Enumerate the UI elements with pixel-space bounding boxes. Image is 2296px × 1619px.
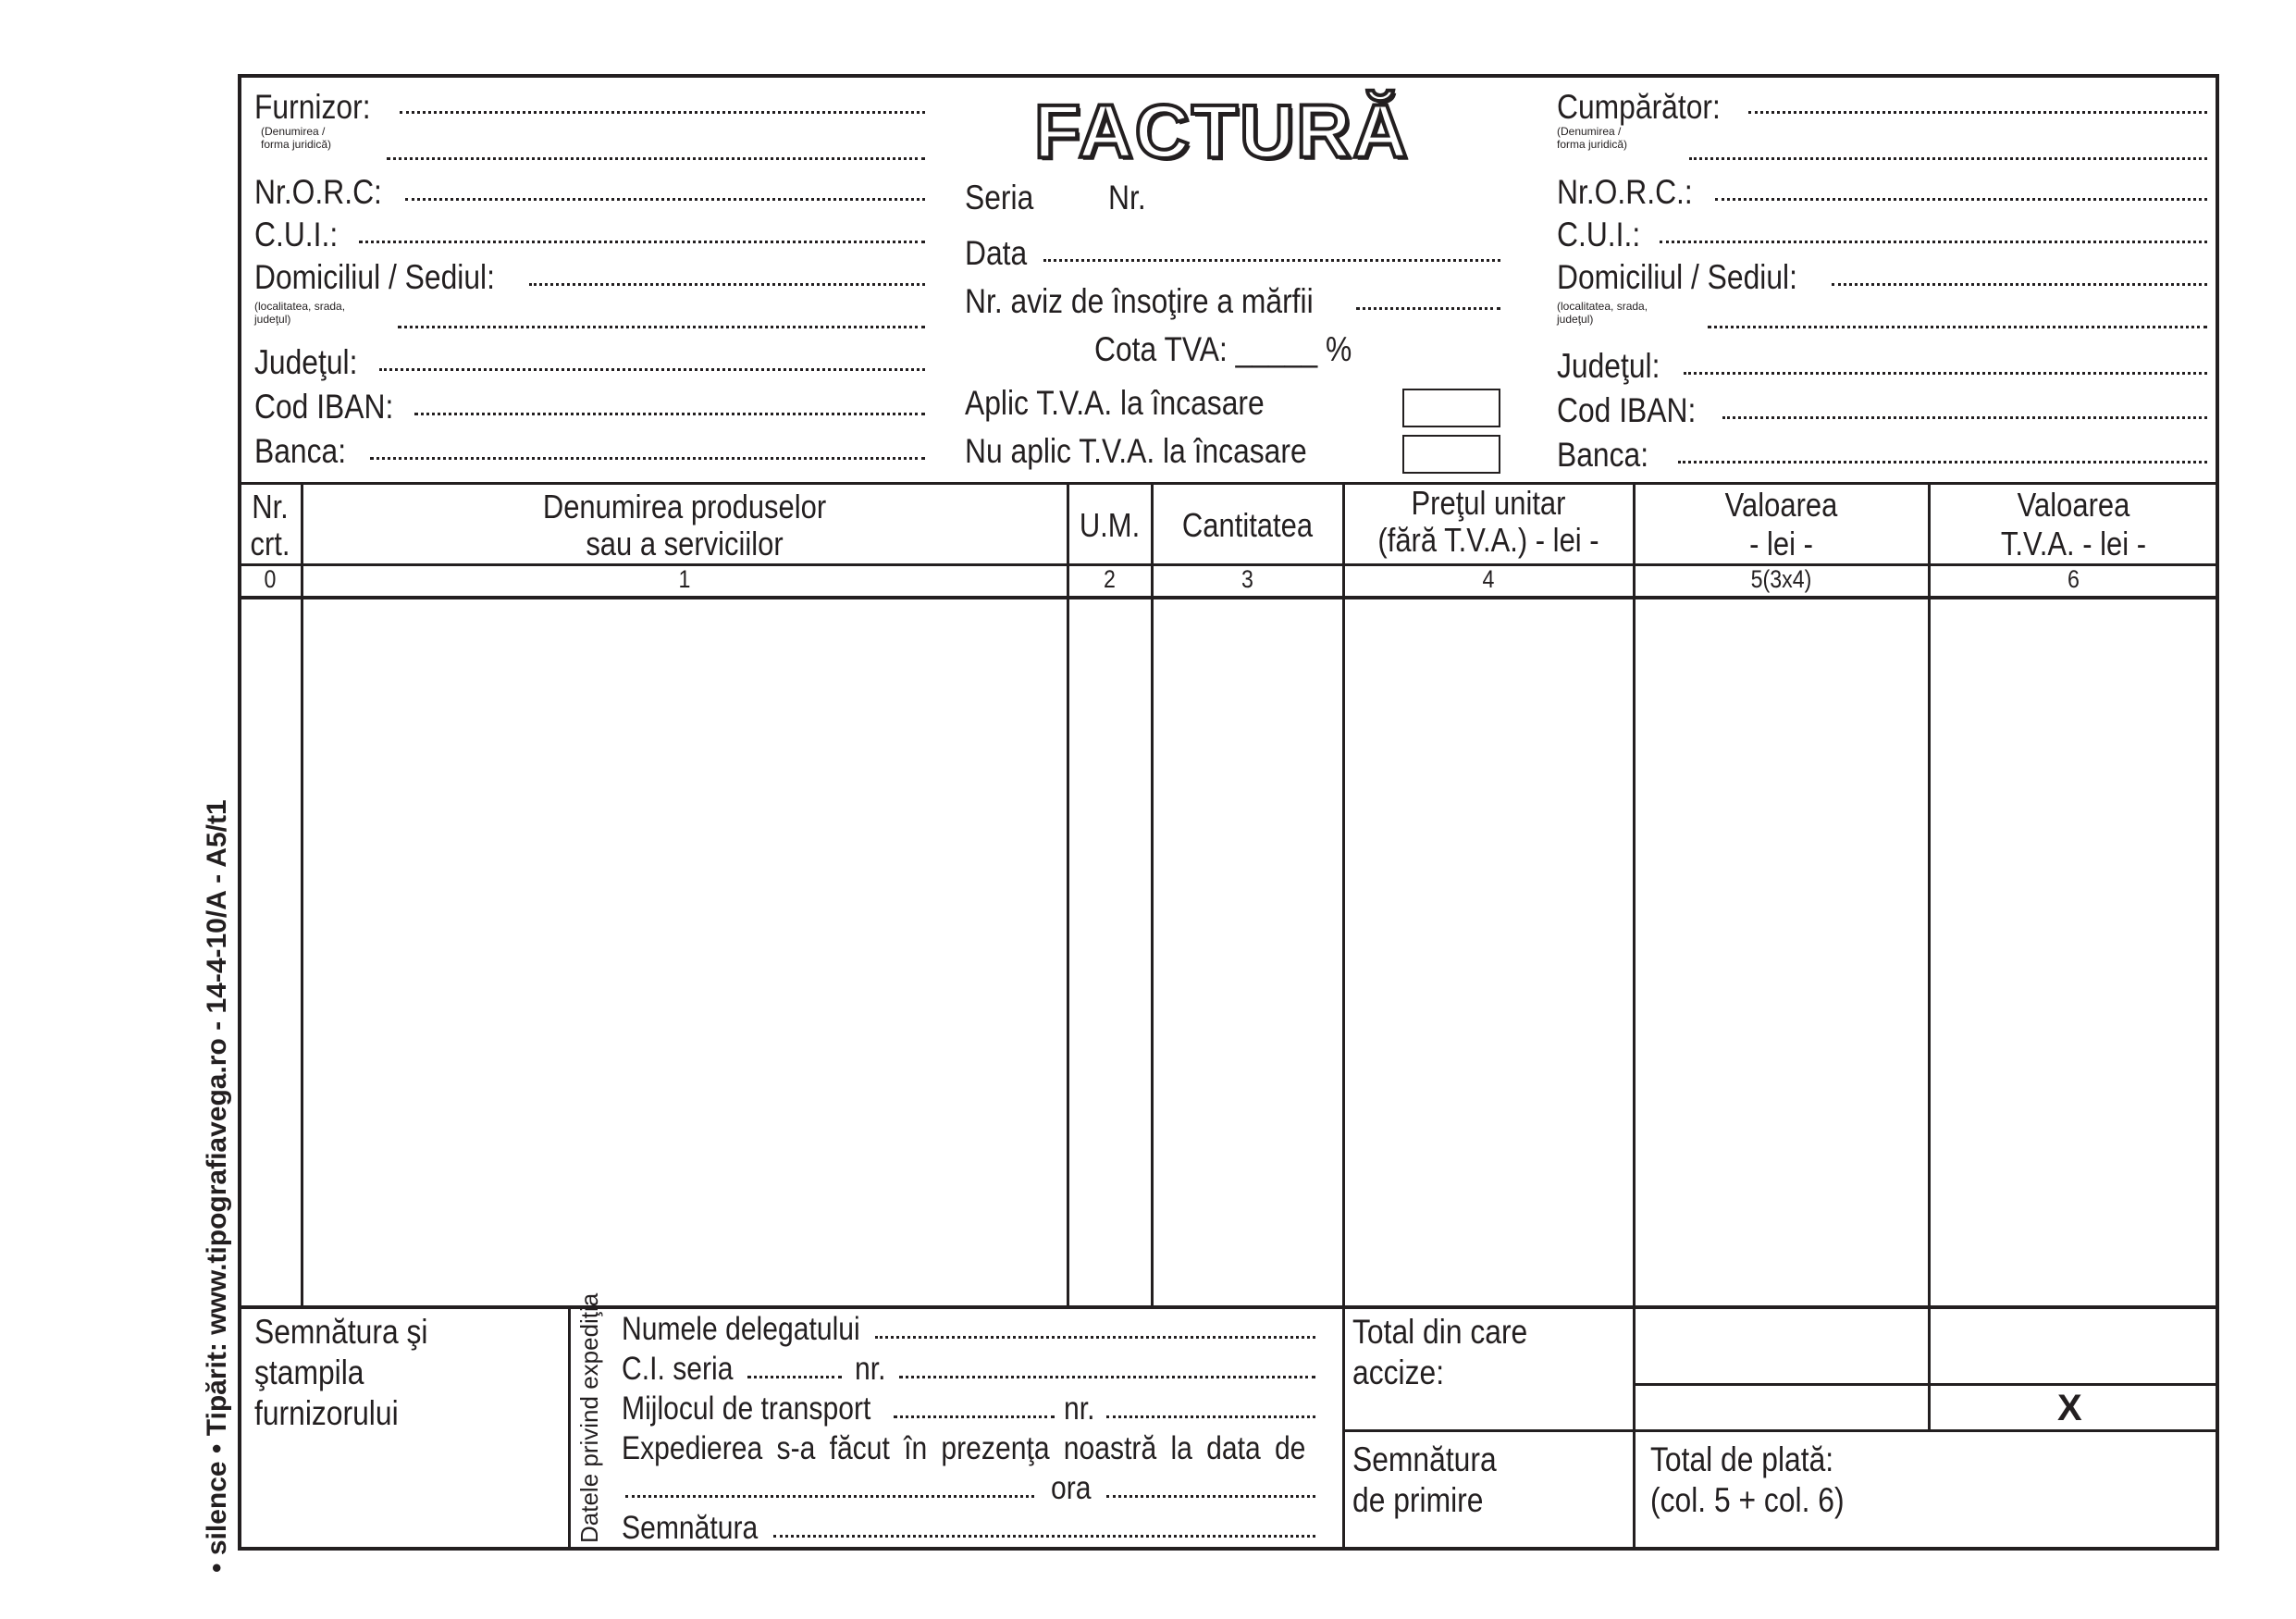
supplier-iban-label: Cod IBAN: (254, 388, 394, 426)
buyer-cui-label: C.U.I.: (1557, 216, 1641, 253)
buyer-address-label: Domiciliul / Sediul: (1557, 258, 1797, 296)
total-label-line2: accize: (1352, 1353, 1445, 1391)
supplier-cui-field[interactable] (359, 241, 925, 243)
supplier-name-field[interactable] (400, 111, 925, 114)
supplier-bank-field[interactable] (370, 457, 925, 460)
table-body-bottom-line (240, 1305, 2217, 1309)
supplier-name-hint: (Denumirea / forma juridică) (261, 125, 332, 151)
aviz-label: Nr. aviz de însoţire a mărfii (965, 282, 1314, 320)
col-sep-2 (1067, 484, 1069, 1307)
time-field[interactable] (1106, 1495, 1315, 1498)
header-nr-line2: crt. (250, 525, 290, 562)
buyer-name-field[interactable] (1748, 111, 2207, 114)
dispatch-vertical-label: Datele privind expediţia (575, 1292, 603, 1543)
index-0: 0 (264, 565, 277, 593)
supplier-bank-label: Banca: (254, 432, 347, 470)
dispatch-date-field[interactable] (625, 1495, 1034, 1498)
vat-collection-label: Aplic T.V.A. la încasare (965, 384, 1265, 422)
transport-label: Mijlocul de transport (622, 1390, 871, 1427)
supplier-address-hint: (localitatea, srada, judeţul) (254, 300, 346, 326)
total-label-line1: Total din care (1352, 1313, 1528, 1351)
receipt-signature-line2: de primire (1352, 1481, 1484, 1519)
date-field[interactable] (1043, 259, 1500, 262)
col-sep-4 (1342, 484, 1345, 1551)
time-label: ora (1051, 1470, 1092, 1506)
printer-credit: • silence • Tipărit: www.tipografiavega.ro - 14-4-10/A - A5/t1 (202, 799, 232, 1573)
supplier-orc-field[interactable] (405, 198, 925, 201)
supplier-address-label: Domiciliul / Sediul: (254, 258, 495, 296)
index-4: 4 (1482, 565, 1495, 593)
footer-sep-total (1635, 1383, 2217, 1386)
total-payment-line1: Total de plată: (1650, 1440, 1834, 1478)
header-vat-value-line1: Valoarea (2017, 486, 2130, 524)
col-sep-5 (1633, 484, 1636, 1551)
buyer-address-hint: (localitatea, srada, judeţul) (1557, 300, 1648, 326)
vat-rate-label: Cota TVA: _____ % (1094, 330, 1352, 368)
buyer-address-field-2[interactable] (1708, 326, 2207, 328)
index-1: 1 (678, 565, 691, 593)
buyer-bank-field[interactable] (1678, 461, 2207, 463)
header-value-line1: Valoarea (1724, 486, 1838, 524)
transport-nr-label: nr. (1064, 1390, 1095, 1427)
ci-nr-label: nr. (855, 1351, 886, 1387)
aviz-field[interactable] (1356, 307, 1500, 310)
supplier-cui-label: C.U.I.: (254, 216, 339, 253)
footer-sep-bottom (1344, 1429, 2217, 1432)
supplier-orc-label: Nr.O.R.C: (254, 173, 382, 211)
number-label: Nr. (1108, 179, 1146, 216)
col-sep-3 (1151, 484, 1154, 1307)
col-sep-6 (1928, 484, 1931, 1429)
dispatch-signature-field[interactable] (773, 1535, 1315, 1538)
ci-nr-field[interactable] (899, 1376, 1315, 1378)
receipt-signature-line1: Semnătura (1352, 1440, 1497, 1478)
no-vat-collection-checkbox[interactable] (1402, 435, 1500, 474)
header-vat-value-line2: T.V.A. - lei - (2000, 525, 2147, 562)
index-2: 2 (1104, 565, 1116, 593)
supplier-iban-field[interactable] (414, 413, 925, 415)
delegate-field[interactable] (875, 1336, 1315, 1339)
transport-field[interactable] (894, 1415, 1055, 1418)
header-unit-price-line2: (fără T.V.A.) - lei - (1377, 521, 1599, 559)
no-vat-collection-label: Nu aplic T.V.A. la încasare (965, 432, 1307, 470)
buyer-name-hint: (Denumirea / forma juridică) (1557, 125, 1628, 151)
table-top-line (240, 482, 2217, 485)
buyer-county-label: Judeţul: (1557, 347, 1660, 385)
supplier-signature-line1: Semnătura şi (254, 1313, 428, 1351)
index-3: 3 (1241, 565, 1253, 593)
header-unit-price-line1: Preţul unitar (1411, 484, 1566, 522)
invoice-title: FACTURĂ (1034, 90, 1410, 174)
supplier-county-label: Judeţul: (254, 343, 358, 381)
ci-series-field[interactable] (747, 1376, 842, 1378)
dispatch-signature-label: Semnătura (622, 1510, 759, 1546)
supplier-name-field-2[interactable] (387, 157, 925, 160)
header-um: U.M. (1079, 506, 1141, 544)
footer-sep-1 (568, 1307, 571, 1551)
buyer-orc-field[interactable] (1715, 198, 2207, 201)
index-6: 6 (2068, 565, 2080, 593)
header-product-line1: Denumirea produselor (542, 488, 827, 525)
supplier-address-field[interactable] (529, 283, 925, 286)
supplier-signature-line3: furnizorului (254, 1394, 399, 1432)
date-label: Data (965, 234, 1028, 272)
buyer-iban-label: Cod IBAN: (1557, 391, 1697, 429)
dispatch-text: Expedierea s-a făcut în prezenţa noastră la data de (622, 1430, 1306, 1466)
buyer-county-field[interactable] (1684, 372, 2207, 375)
total-payment-line2: (col. 5 + col. 6) (1650, 1481, 1845, 1519)
header-product-line2: sau a serviciilor (586, 525, 784, 562)
vat-collection-checkbox[interactable] (1402, 389, 1500, 427)
header-nr-line1: Nr. (252, 488, 289, 525)
supplier-county-field[interactable] (379, 368, 925, 371)
buyer-iban-field[interactable] (1722, 416, 2207, 419)
buyer-name-label: Cumpărător: (1557, 88, 1721, 126)
buyer-bank-label: Banca: (1557, 436, 1649, 474)
index-5: 5(3x4) (1750, 565, 1812, 593)
header-value-line2: - lei - (1749, 525, 1813, 562)
header-quantity: Cantitatea (1181, 506, 1314, 544)
supplier-signature-line2: ştampila (254, 1353, 364, 1391)
vat-excise-x-mark: X (2057, 1388, 2082, 1428)
ci-label: C.I. seria (622, 1351, 734, 1387)
transport-nr-field[interactable] (1106, 1415, 1315, 1418)
delegate-label: Numele delegatului (622, 1311, 860, 1347)
buyer-cui-field[interactable] (1660, 241, 2207, 243)
supplier-address-field-2[interactable] (398, 326, 925, 328)
buyer-name-field-2[interactable] (1689, 157, 2207, 160)
series-label: Seria (965, 179, 1034, 216)
buyer-orc-label: Nr.O.R.C.: (1557, 173, 1693, 211)
table-body-area[interactable] (302, 599, 1067, 1305)
buyer-address-field[interactable] (1832, 283, 2207, 286)
supplier-name-label: Furnizor: (254, 88, 371, 126)
